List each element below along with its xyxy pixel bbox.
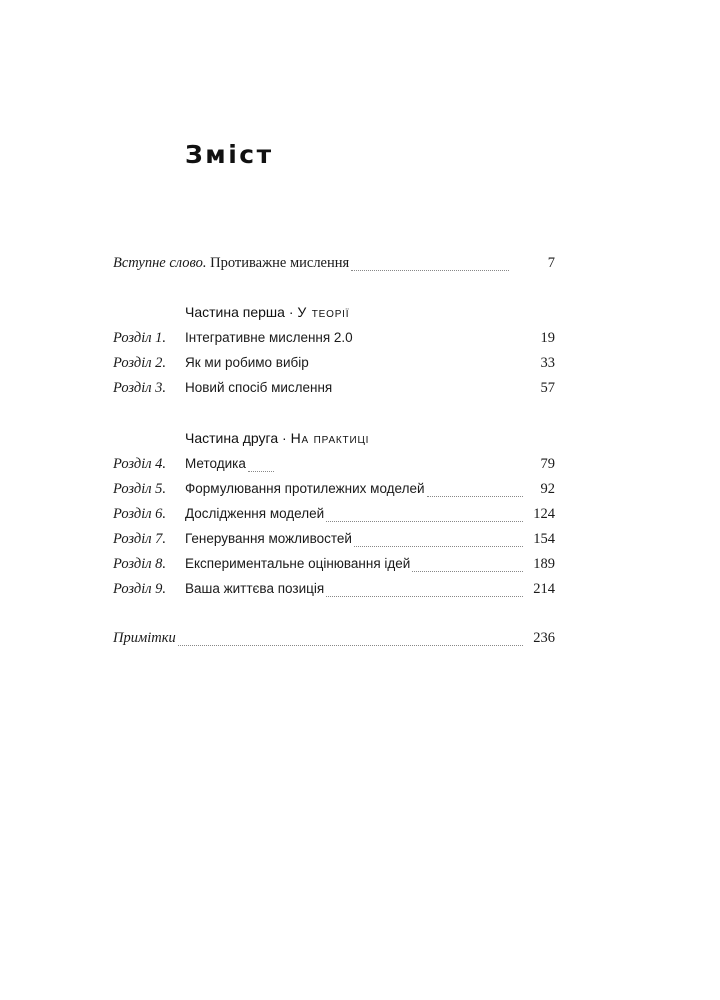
chapter-number: Розділ 8. — [113, 556, 167, 572]
chapter-number: Розділ 5. — [113, 481, 167, 497]
page-number: 33 — [540, 355, 555, 371]
page-number: 57 — [540, 380, 555, 396]
part-heading-1 — [185, 304, 349, 328]
toc-entry[interactable] — [113, 456, 555, 480]
part-heading-2 — [185, 430, 369, 454]
chapter-number: Розділ 6. — [113, 506, 167, 522]
page-number: 19 — [540, 330, 555, 346]
chapter-title: Новий спосіб мислення — [185, 380, 333, 395]
chapter-title: Експериментальне оцінювання ідей — [185, 556, 411, 571]
part-label-smallcaps: У теорії — [297, 304, 350, 320]
page-number: 7 — [547, 255, 555, 271]
chapter-number: Розділ 4. — [113, 456, 167, 472]
chapter-title: Дослідження моделей — [185, 506, 325, 521]
chapter-title: Методика — [185, 456, 246, 471]
chapter-title: Генерування можливостей — [185, 531, 352, 546]
toc-entry[interactable] — [113, 481, 555, 505]
leader-dots — [351, 270, 509, 271]
chapter-number: Розділ 3. — [113, 380, 167, 396]
chapter-number: Розділ 7. — [113, 531, 167, 547]
intro-title — [113, 255, 349, 272]
chapter-title: Інтегративне мислення 2.0 — [185, 330, 353, 345]
toc-entry[interactable] — [113, 380, 555, 404]
chapter-number: Розділ 2. — [113, 355, 167, 371]
page-number: 214 — [533, 581, 555, 597]
leader-dots — [427, 496, 523, 497]
part-label-smallcaps: На практиці — [290, 430, 370, 446]
page-number: 189 — [533, 556, 555, 572]
page-number: 236 — [533, 630, 555, 646]
toc-entry[interactable] — [113, 556, 555, 580]
chapter-title: Формулювання протилежних моделей — [185, 481, 425, 496]
intro-title-text: Противажне мислення — [210, 255, 350, 271]
leader-dots — [354, 546, 523, 547]
page-number: 154 — [533, 531, 555, 547]
toc-entry[interactable] — [113, 355, 555, 379]
leader-dots — [248, 471, 274, 472]
intro-prefix: Вступне слово. — [113, 255, 207, 271]
chapter-number: Розділ 9. — [113, 581, 167, 597]
page-number: 79 — [540, 456, 555, 472]
chapter-title: Як ми робимо вибір — [185, 355, 309, 370]
leader-dots — [326, 521, 523, 522]
part-label: Частина перша · — [185, 304, 298, 320]
toc-entry-intro[interactable] — [113, 255, 555, 279]
part-label: Частина друга · — [185, 430, 291, 446]
leader-dots — [178, 645, 523, 646]
chapter-title: Ваша життєва позиція — [185, 581, 325, 596]
page-title: Зміст — [185, 140, 274, 169]
toc-entry[interactable] — [113, 506, 555, 530]
page-number: 92 — [540, 481, 555, 497]
toc-entry-notes[interactable] — [113, 630, 555, 654]
leader-dots — [412, 571, 523, 572]
toc-entry[interactable] — [113, 581, 555, 605]
leader-dots — [326, 596, 523, 597]
notes-title: Примітки — [113, 630, 176, 646]
page-number: 124 — [533, 506, 555, 522]
chapter-number: Розділ 1. — [113, 330, 167, 346]
toc-entry[interactable] — [113, 531, 555, 555]
toc-entry[interactable] — [113, 330, 555, 354]
